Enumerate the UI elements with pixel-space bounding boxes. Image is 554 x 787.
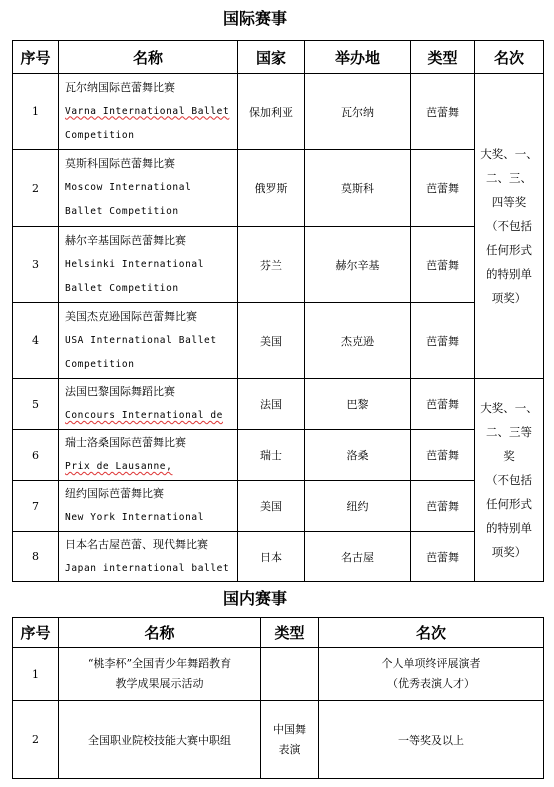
name-zh: 日本名古屋芭蕾、现代舞比赛 — [65, 537, 208, 551]
row-venue: 赫尔辛基 — [305, 227, 411, 303]
row-name — [59, 74, 238, 150]
rank-line: （优秀表演人才） — [387, 677, 475, 690]
type-line: 中国舞 — [273, 722, 306, 736]
name-en: New York International — [65, 512, 205, 523]
rank-line: 的特别单 — [486, 267, 532, 281]
intl-competitions-table — [12, 40, 544, 582]
header-no: 序号 — [13, 618, 59, 648]
row-no: 2 — [13, 150, 59, 227]
rank-line: 任何形式 — [486, 243, 532, 257]
table-row — [13, 227, 544, 303]
intl-header-row — [13, 41, 544, 74]
row-country: 美国 — [238, 303, 305, 379]
rank-line: 任何形式 — [486, 497, 532, 511]
row-name — [59, 227, 238, 303]
row-type: 芭蕾舞 — [411, 74, 475, 150]
header-type: 类型 — [411, 41, 475, 74]
type-line: 表演 — [278, 742, 301, 756]
row-type — [261, 701, 319, 779]
row-type: 芭蕾舞 — [411, 481, 475, 532]
row-rank: 一等奖及以上 — [319, 701, 544, 779]
row-no: 5 — [13, 379, 59, 430]
row-country: 芬兰 — [238, 227, 305, 303]
intl-section-title: 国际赛事 — [223, 9, 288, 28]
name-line: “桃李杯”全国青少年舞蹈教育 — [87, 657, 232, 670]
row-no: 1 — [13, 74, 59, 150]
row-type: 芭蕾舞 — [411, 532, 475, 582]
rank-line: 奖 — [503, 449, 515, 463]
name-line: 教学成果展示活动 — [115, 677, 204, 690]
name-zh: 美国杰克逊国际芭蕾舞比赛 — [65, 309, 197, 323]
row-type: 芭蕾舞 — [411, 430, 475, 481]
table-row — [13, 379, 544, 430]
name-en: USA International Ballet — [65, 334, 217, 346]
row-country: 保加利亚 — [238, 74, 305, 150]
row-country: 俄罗斯 — [238, 150, 305, 227]
name-en: Ballet Competition — [65, 206, 179, 217]
name-en: Prix de Lausanne, — [65, 461, 173, 472]
row-no: 2 — [13, 701, 59, 779]
header-rank: 名次 — [319, 618, 544, 648]
header-name: 名称 — [59, 618, 261, 648]
rank-line: 项奖） — [491, 291, 527, 305]
header-type: 类型 — [261, 618, 319, 648]
row-venue: 杰克逊 — [305, 303, 411, 379]
row-no: 3 — [13, 227, 59, 303]
header-venue: 举办地 — [305, 41, 411, 74]
row-name — [59, 481, 238, 532]
row-venue: 瓦尔纳 — [305, 74, 411, 150]
name-en: Ballet Competition — [65, 282, 179, 294]
domestic-section-title: 国内赛事 — [223, 589, 288, 608]
row-country: 美国 — [238, 481, 305, 532]
row-type — [261, 648, 319, 701]
rank-line: 的特别单 — [486, 521, 532, 535]
name-en: Concours International de — [65, 410, 223, 421]
rank-line: 大奖、一、 — [480, 147, 538, 161]
header-name: 名称 — [59, 41, 238, 74]
header-country: 国家 — [238, 41, 305, 74]
row-name — [59, 532, 238, 582]
row-no: 7 — [13, 481, 59, 532]
table-row — [13, 532, 544, 582]
row-type: 芭蕾舞 — [411, 379, 475, 430]
name-zh: 赫尔辛基国际芭蕾舞比赛 — [65, 233, 186, 247]
row-venue: 巴黎 — [305, 379, 411, 430]
row-type: 芭蕾舞 — [411, 150, 475, 227]
row-country: 日本 — [238, 532, 305, 582]
rank-line: 大奖、一、 — [480, 401, 538, 415]
row-country: 法国 — [238, 379, 305, 430]
rank-line: 四等奖 — [491, 195, 527, 209]
name-zh: 瑞士洛桑国际芭蕾舞比赛 — [65, 436, 186, 449]
name-zh: 瓦尔纳国际芭蕾舞比赛 — [65, 80, 175, 94]
name-zh: 纽约国际芭蕾舞比赛 — [65, 487, 164, 500]
row-type: 芭蕾舞 — [411, 303, 475, 379]
row-name: 全国职业院校技能大赛中职组 — [59, 701, 261, 779]
header-rank: 名次 — [475, 41, 544, 74]
header-no: 序号 — [13, 41, 59, 74]
table-row — [13, 430, 544, 481]
name-en: Competition — [65, 129, 135, 141]
row-name — [59, 648, 261, 701]
name-zh: 法国巴黎国际舞蹈比赛 — [65, 385, 175, 398]
name-en: Competition — [65, 358, 135, 370]
row-name — [59, 430, 238, 481]
row-name — [59, 150, 238, 227]
rank-line: 二、三等 — [486, 425, 532, 439]
row-no: 8 — [13, 532, 59, 582]
rank-line: （不包括 — [486, 473, 532, 487]
rank-line: （不包括 — [486, 219, 532, 233]
table-row — [13, 701, 544, 779]
domestic-competitions-table — [12, 617, 544, 779]
table-row — [13, 481, 544, 532]
row-name — [59, 303, 238, 379]
table-row — [13, 648, 544, 701]
row-venue: 洛桑 — [305, 430, 411, 481]
name-en: Japan international ballet — [65, 562, 230, 574]
table-row — [13, 303, 544, 379]
name-en: Helsinki International — [65, 258, 205, 270]
table-row — [13, 150, 544, 227]
row-no: 4 — [13, 303, 59, 379]
row-name — [59, 379, 238, 430]
table-row — [13, 74, 544, 150]
rank-cell-group-a — [475, 74, 544, 379]
domestic-header-row — [13, 618, 544, 648]
row-no: 6 — [13, 430, 59, 481]
row-rank — [319, 648, 544, 701]
name-zh: 莫斯科国际芭蕾舞比赛 — [65, 157, 175, 170]
rank-line: 二、三、 — [486, 171, 532, 185]
row-no: 1 — [13, 648, 59, 701]
rank-cell-group-b — [475, 379, 544, 582]
row-country: 瑞士 — [238, 430, 305, 481]
row-type: 芭蕾舞 — [411, 227, 475, 303]
name-en: Moscow International — [65, 182, 192, 193]
row-venue: 名古屋 — [305, 532, 411, 582]
rank-line: 个人单项终评展演者 — [381, 657, 481, 670]
row-venue: 莫斯科 — [305, 150, 411, 227]
row-venue: 纽约 — [305, 481, 411, 532]
rank-line: 项奖） — [491, 545, 527, 559]
name-en: Varna International Ballet — [65, 105, 230, 117]
